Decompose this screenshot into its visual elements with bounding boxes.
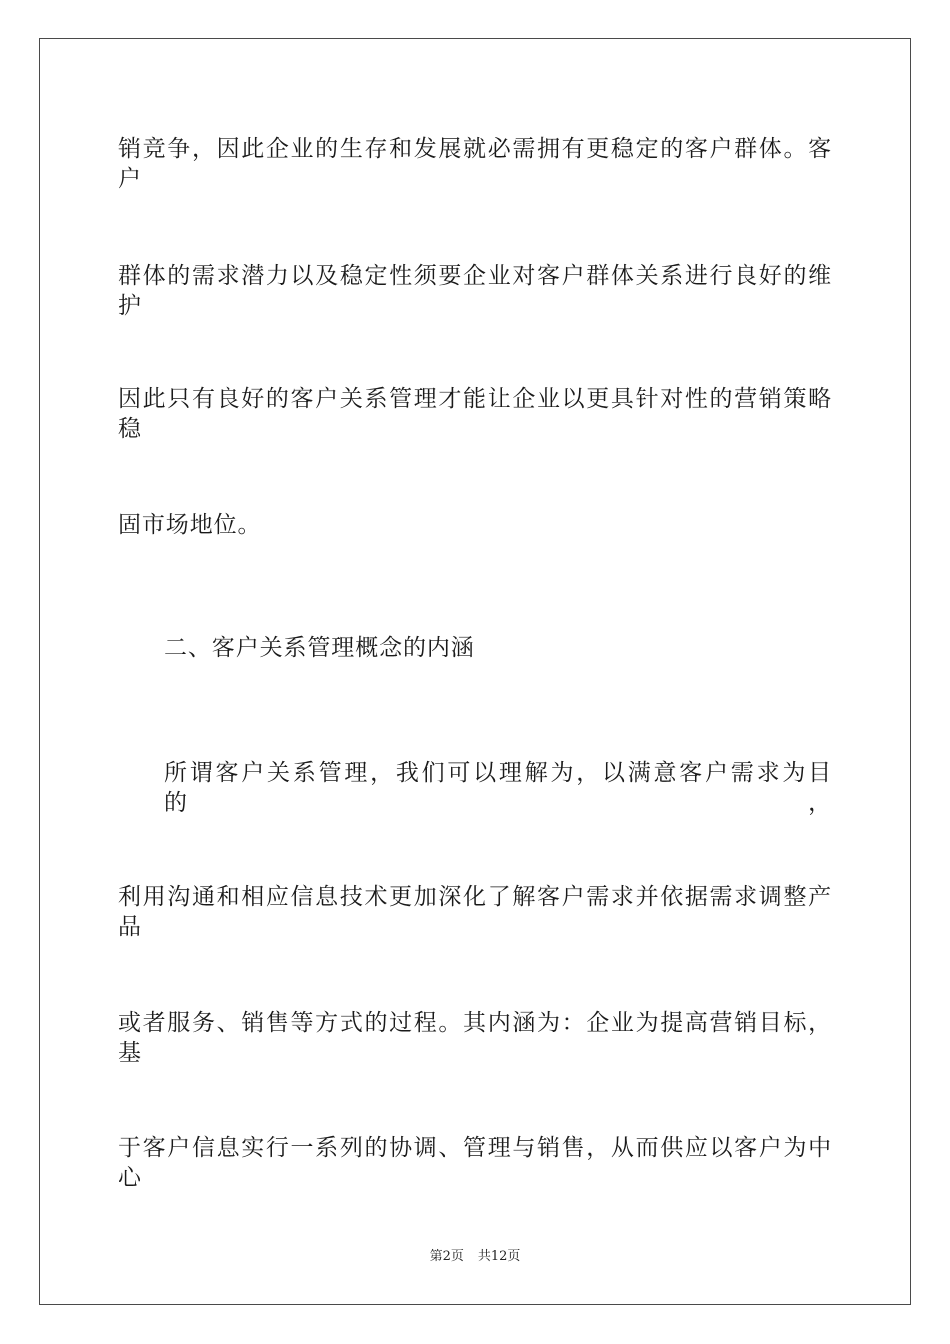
- page-number: 第2页: [429, 1249, 464, 1264]
- body-line-5: 所谓客户关系管理，我们可以理解为，以满意客户需求为目的，: [164, 760, 832, 816]
- page-total: 共12页: [477, 1249, 521, 1264]
- body-line-2: 群体的需求潜力以及稳定性须要企业对客户群体关系进行良好的维护: [118, 263, 832, 319]
- page-border: [39, 38, 911, 1305]
- section-heading: 二、客户关系管理概念的内涵: [164, 635, 475, 661]
- body-line-3: 因此只有良好的客户关系管理才能让企业以更具针对性的营销策略稳: [118, 386, 832, 442]
- body-line-7: 或者服务、销售等方式的过程。其内涵为：企业为提高营销目标，基: [118, 1010, 832, 1066]
- body-line-6: 利用沟通和相应信息技术更加深化了解客户需求并依据需求调整产品: [118, 884, 832, 940]
- body-line-8: 于客户信息实行一系列的协调、管理与销售，从而供应以客户为中心: [118, 1135, 832, 1191]
- body-line-1: 销竞争，因此企业的生存和发展就必需拥有更稳定的客户群体。客户: [118, 136, 832, 192]
- body-line-4: 固市场地位。: [118, 512, 262, 538]
- page-footer: [0, 1248, 950, 1266]
